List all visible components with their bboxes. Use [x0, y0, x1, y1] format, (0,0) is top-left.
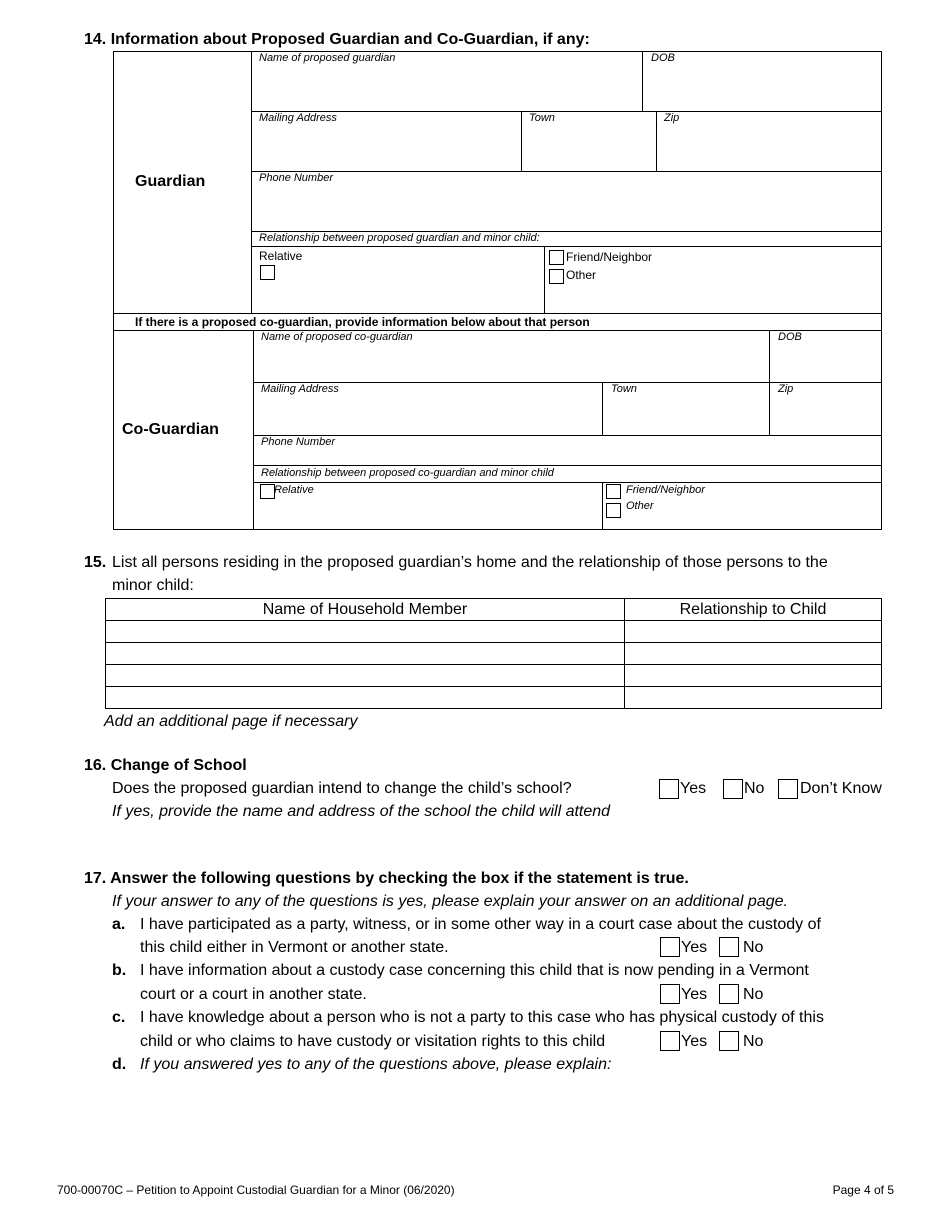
household-name-cell[interactable]	[106, 643, 625, 665]
co-guardian-dob-field[interactable]: DOB	[778, 331, 802, 343]
co-guardian-mailing-address-field[interactable]: Mailing Address	[261, 383, 339, 395]
school-no-label: No	[744, 780, 765, 797]
co-guardian-town-field[interactable]: Town	[611, 383, 637, 395]
guardian-friend-checkbox[interactable]	[549, 250, 564, 265]
question-c-line2: child or who claims to have custody or visitation rights to this child	[140, 1033, 606, 1050]
page-number: Page 4 of 5	[832, 1183, 894, 1197]
section-15-text-line1: List all persons residing in the proposed guardian’s home and the relationship of those persons to the	[112, 554, 828, 571]
guardian-relative-checkbox[interactable]	[260, 265, 275, 280]
section-17-instruction: If your answer to any of the questions is yes, please explain your answer on an additional page.	[112, 893, 788, 910]
co-guardian-zip-field[interactable]: Zip	[778, 383, 794, 395]
co-guardian-friend-checkbox[interactable]	[606, 484, 621, 499]
co-guardian-label: Co-Guardian	[122, 421, 219, 438]
question-a-yes-checkbox[interactable]	[660, 937, 680, 957]
household-relationship-header: Relationship to Child	[625, 599, 882, 621]
guardian-other-label: Other	[566, 268, 597, 282]
question-c-no-label: No	[743, 1033, 764, 1050]
question-b-no-checkbox[interactable]	[719, 984, 739, 1004]
table-row	[106, 665, 882, 687]
school-yes-label: Yes	[680, 780, 707, 797]
household-relationship-cell[interactable]	[625, 621, 882, 643]
household-name-cell[interactable]	[106, 621, 625, 643]
table-row	[106, 687, 882, 709]
household-name-cell[interactable]	[106, 687, 625, 709]
household-relationship-cell[interactable]	[625, 665, 882, 687]
household-name-cell[interactable]	[106, 665, 625, 687]
question-b-yes-checkbox[interactable]	[660, 984, 680, 1004]
question-a-no-label: No	[743, 939, 764, 956]
co-guardian-note: If there is a proposed co-guardian, provide information below about that person	[135, 315, 590, 329]
school-change-question: Does the proposed guardian intend to change the child’s school?	[112, 780, 572, 797]
school-yes-checkbox[interactable]	[659, 779, 679, 799]
co-guardian-name-field[interactable]: Name of proposed co-guardian	[261, 331, 413, 343]
question-c-yes-label: Yes	[681, 1033, 708, 1050]
guardian-friend-label: Friend/Neighbor	[566, 250, 653, 264]
question-a-line1: I have participated as a party, witness, or in some other way in a court case about the custody of	[140, 916, 821, 933]
question-c-line1: I have knowledge about a person who is not a party to this case who has physical custody of this	[140, 1009, 824, 1026]
question-a-no-checkbox[interactable]	[719, 937, 739, 957]
question-d-text: If you answered yes to any of the questions above, please explain:	[140, 1056, 612, 1073]
school-dont-know-checkbox[interactable]	[778, 779, 798, 799]
section-17-heading: 17. Answer the following questions by checking the box if the statement is true.	[84, 870, 689, 887]
question-c-label: c.	[112, 1009, 126, 1026]
household-name-header: Name of Household Member	[106, 599, 625, 621]
additional-page-note: Add an additional page if necessary	[104, 713, 358, 730]
question-b-line1: I have information about a custody case concerning this child that is now pending in a Vermont	[140, 962, 809, 979]
household-relationship-cell[interactable]	[625, 643, 882, 665]
guardian-name-field[interactable]: Name of proposed guardian	[259, 52, 396, 64]
question-c-no-checkbox[interactable]	[719, 1031, 739, 1051]
question-b-no-label: No	[743, 986, 764, 1003]
question-b-label: b.	[112, 962, 127, 979]
co-guardian-other-checkbox[interactable]	[606, 503, 621, 518]
co-guardian-phone-field[interactable]: Phone Number	[261, 436, 335, 448]
section-14-heading: 14. Information about Proposed Guardian and Co-Guardian, if any:	[84, 31, 590, 48]
guardian-town-field[interactable]: Town	[529, 112, 555, 124]
school-dont-know-label: Don’t Know	[800, 780, 882, 797]
section-15-number: 15.	[84, 554, 107, 571]
co-guardian-other-label: Other	[626, 500, 654, 512]
question-d-label: d.	[112, 1056, 127, 1073]
question-a-label: a.	[112, 916, 126, 933]
question-b-yes-label: Yes	[681, 986, 708, 1003]
table-row	[106, 621, 882, 643]
household-table	[105, 598, 882, 709]
co-guardian-relationship-label: Relationship between proposed co-guardian and minor child	[261, 467, 554, 479]
school-no-checkbox[interactable]	[723, 779, 743, 799]
question-c-yes-checkbox[interactable]	[660, 1031, 680, 1051]
table-row	[106, 643, 882, 665]
co-guardian-friend-label: Friend/Neighbor	[626, 484, 705, 496]
guardian-phone-field[interactable]: Phone Number	[259, 172, 333, 184]
section-15-text-line2: minor child:	[112, 577, 194, 594]
guardian-label: Guardian	[135, 173, 206, 190]
guardian-dob-field[interactable]: DOB	[651, 52, 675, 64]
school-followup-text: If yes, provide the name and address of the school the child will attend	[112, 803, 611, 820]
question-a-line2: this child either in Vermont or another state.	[140, 939, 449, 956]
guardian-relationship-label: Relationship between proposed guardian and minor child:	[259, 232, 540, 244]
section-16-heading: 16. Change of School	[84, 757, 247, 774]
guardian-mailing-address-field[interactable]: Mailing Address	[259, 112, 337, 124]
form-id: 700-00070C – Petition to Appoint Custodial Guardian for a Minor (06/2020)	[57, 1183, 455, 1197]
co-guardian-relative-label: Relative	[274, 484, 314, 496]
guardian-other-checkbox[interactable]	[549, 269, 564, 284]
guardian-relative-label: Relative	[259, 249, 303, 263]
household-relationship-cell[interactable]	[625, 687, 882, 709]
question-a-yes-label: Yes	[681, 939, 708, 956]
guardian-zip-field[interactable]: Zip	[664, 112, 680, 124]
question-b-line2: court or a court in another state.	[140, 986, 367, 1003]
co-guardian-relative-checkbox[interactable]	[260, 484, 275, 499]
